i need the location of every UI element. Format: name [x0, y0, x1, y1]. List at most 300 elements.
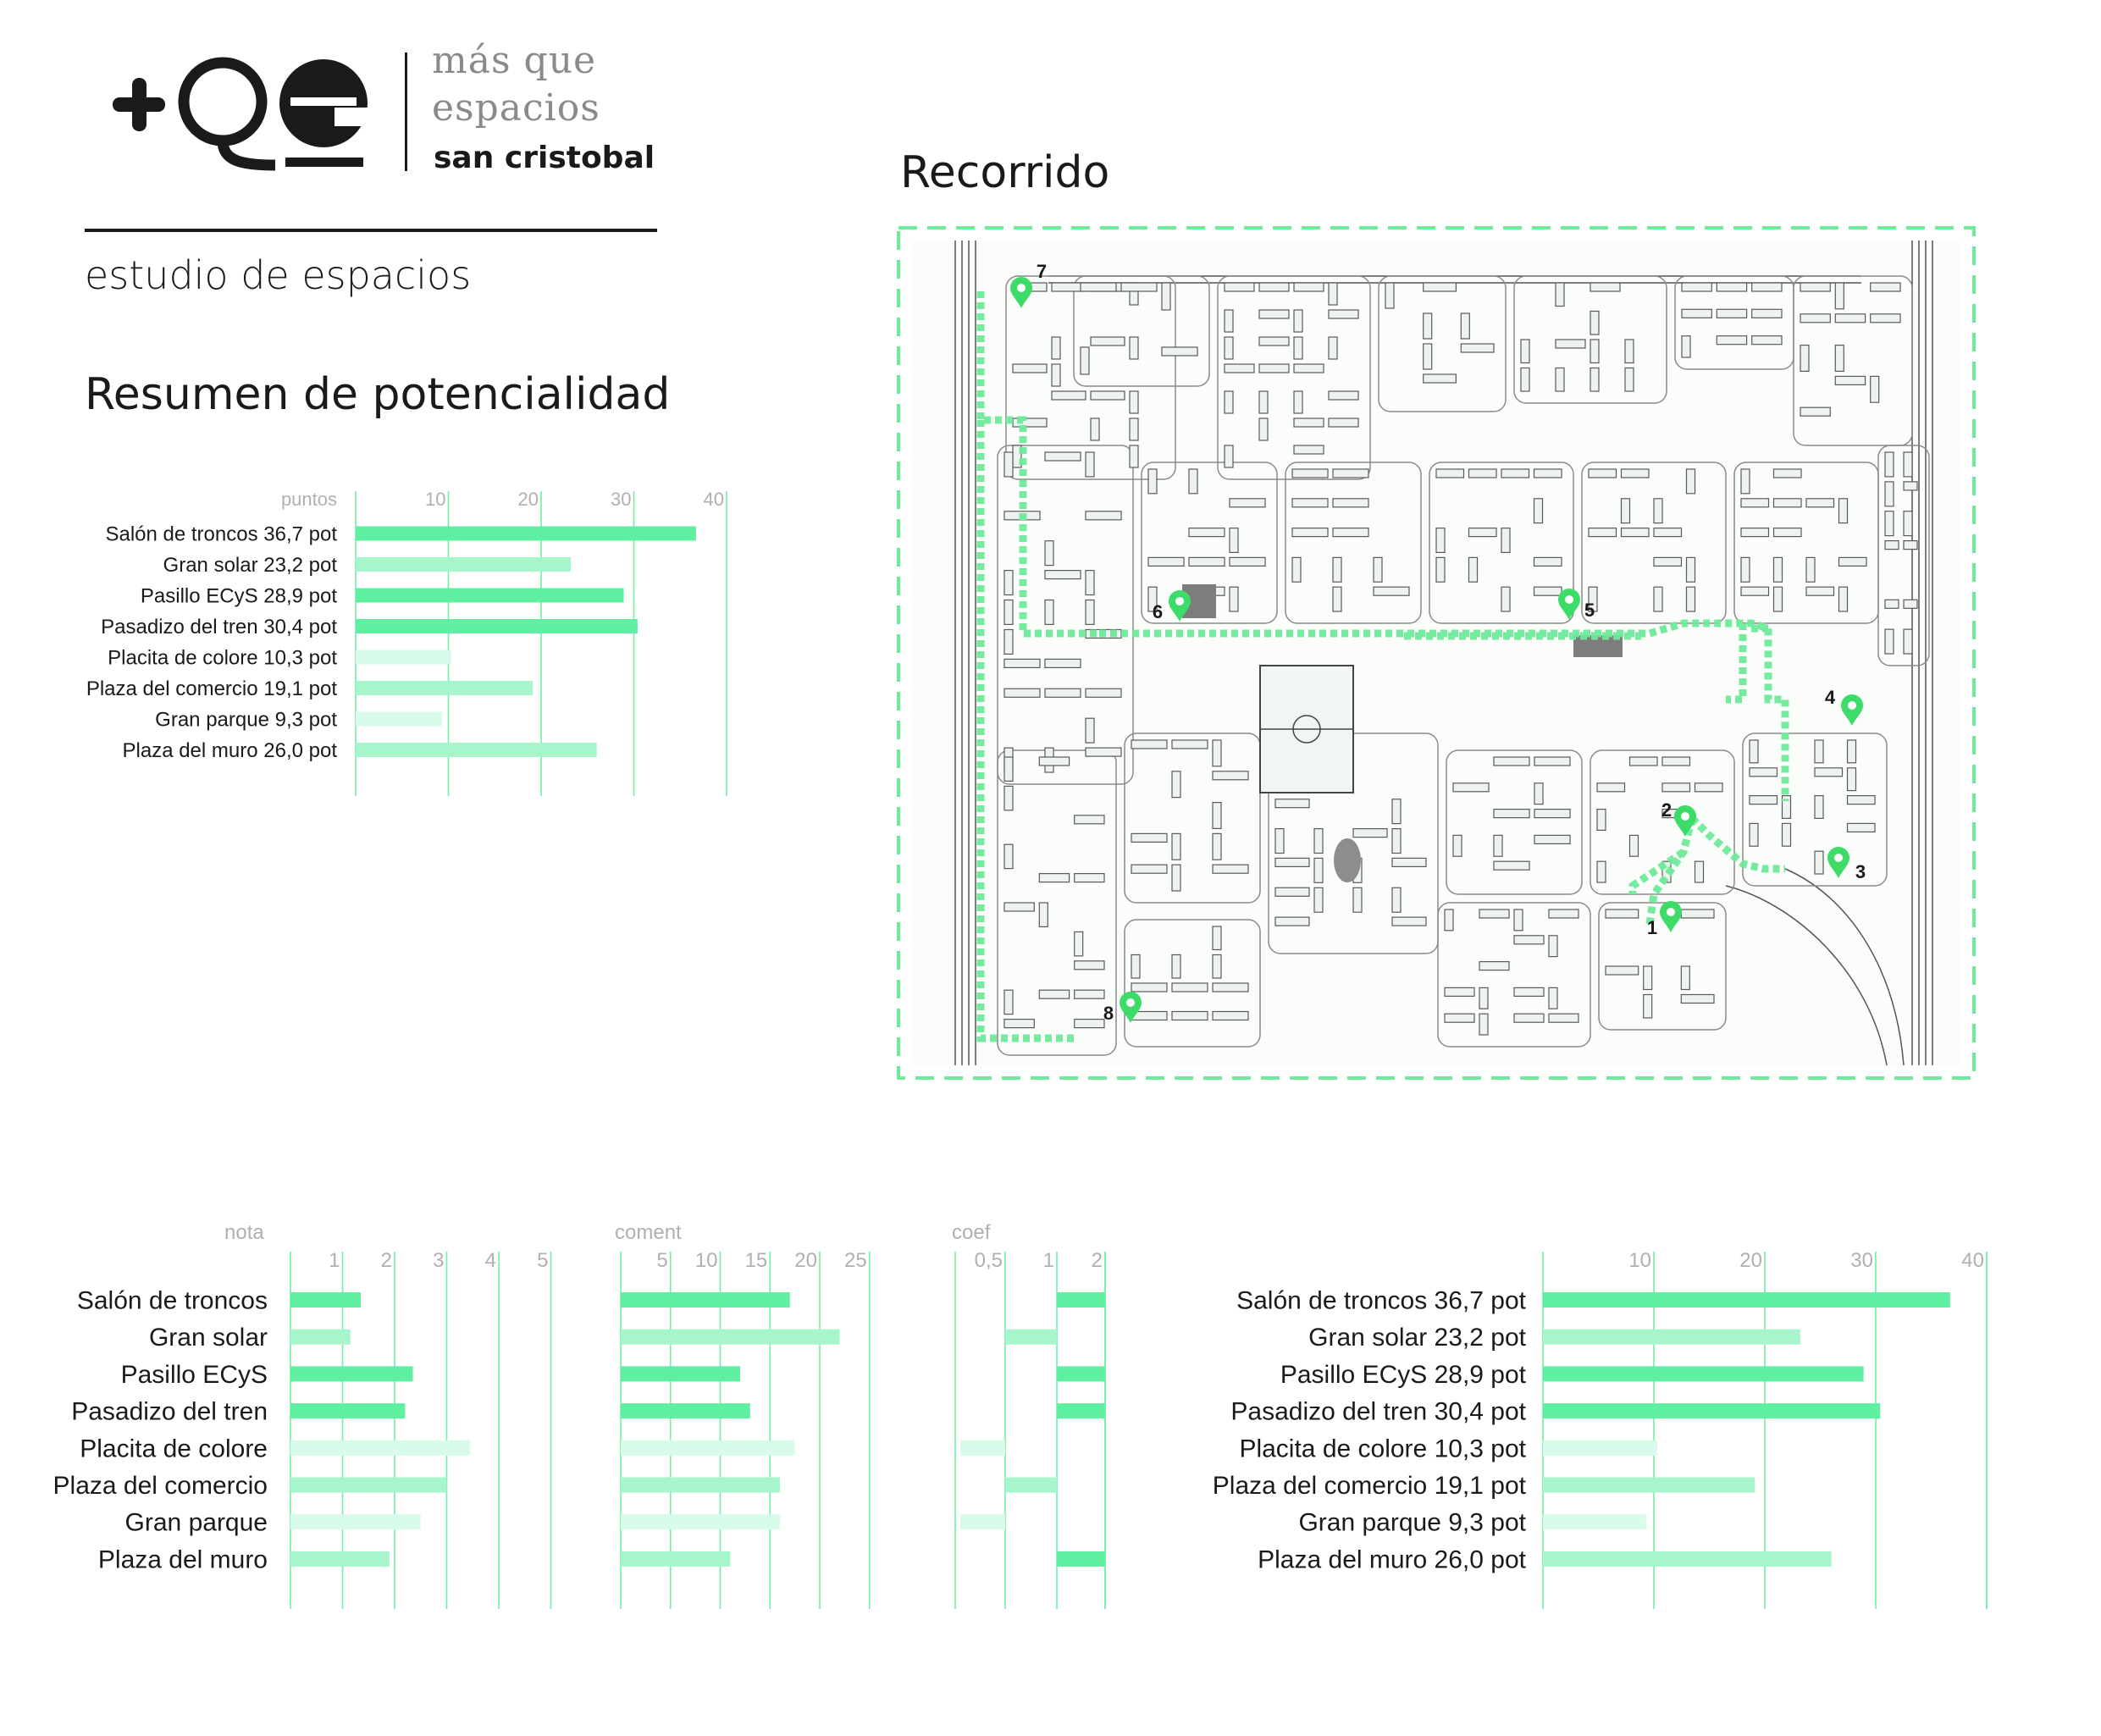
building — [1534, 810, 1570, 818]
building — [1479, 962, 1509, 970]
building — [1904, 452, 1912, 477]
chart-tick-label: 40 — [1961, 1249, 1984, 1272]
chart-tick-label: 10 — [425, 489, 446, 510]
building — [1625, 340, 1634, 363]
building — [1469, 469, 1497, 478]
building — [1534, 499, 1543, 523]
building — [1871, 376, 1879, 402]
building — [1294, 418, 1324, 427]
building — [1681, 995, 1714, 1003]
chart-category-label: Plaza del muro 26,0 pot — [1258, 1545, 1526, 1574]
building — [1392, 917, 1426, 926]
building — [1839, 587, 1848, 611]
building — [1625, 368, 1634, 392]
building — [1436, 469, 1464, 478]
building — [1314, 858, 1323, 882]
building — [1292, 499, 1328, 507]
chart-tick-label: 15 — [744, 1249, 768, 1272]
building — [1045, 659, 1081, 667]
chart-bar — [356, 712, 442, 727]
chart-axis-label: coment — [615, 1221, 682, 1244]
building — [1848, 796, 1876, 804]
route-marker-label: 2 — [1661, 799, 1673, 821]
chart-bar — [290, 1551, 390, 1567]
building — [1750, 768, 1778, 777]
building — [1662, 783, 1690, 792]
chart-bar — [290, 1514, 421, 1529]
building — [1514, 987, 1544, 996]
building — [1590, 312, 1599, 335]
building — [1045, 600, 1053, 625]
chart-bar — [1543, 1478, 1755, 1493]
chart-bar — [356, 557, 571, 572]
building — [1259, 418, 1268, 440]
building — [1835, 314, 1865, 323]
chart-tick-label: 2 — [1091, 1249, 1103, 1272]
building — [1130, 391, 1138, 413]
building — [1131, 740, 1167, 749]
building — [1259, 310, 1289, 318]
building — [1717, 309, 1746, 318]
building — [1086, 600, 1094, 625]
building — [1189, 469, 1197, 494]
map-pin-dot — [1175, 597, 1184, 605]
chart-bar — [1543, 1403, 1880, 1418]
building — [1681, 909, 1714, 918]
building — [1230, 587, 1238, 611]
building — [1081, 283, 1116, 291]
building — [1461, 313, 1469, 339]
building — [1004, 600, 1013, 625]
building — [1392, 829, 1401, 854]
building — [1172, 865, 1180, 891]
chart-category-label: Gran solar 23,2 pot — [1308, 1324, 1526, 1352]
chart-category-label: Gran parque 9,3 pot — [155, 708, 337, 732]
building — [1445, 987, 1474, 996]
building — [1741, 528, 1769, 537]
chart-tick-label: 4 — [484, 1249, 496, 1272]
building — [1225, 445, 1233, 467]
building — [1213, 771, 1248, 780]
oval-structure — [1334, 838, 1361, 882]
chart-bar — [621, 1292, 790, 1308]
building — [1644, 995, 1652, 1019]
building — [1213, 1012, 1248, 1020]
building — [1590, 283, 1620, 291]
building — [1682, 336, 1690, 357]
chart-category-label: Pasillo ECyS — [120, 1360, 268, 1389]
building — [1294, 391, 1302, 413]
building — [1687, 557, 1695, 582]
building — [1374, 557, 1382, 582]
building — [1075, 1020, 1104, 1028]
building — [1292, 528, 1328, 537]
chart-category-label: Gran solar — [148, 1324, 268, 1352]
building — [1774, 469, 1802, 478]
chart-category-label: Pasillo ECyS 28,9 pot — [1280, 1360, 1526, 1389]
chart-bar — [621, 1551, 730, 1567]
map-pin-dot — [1126, 998, 1135, 1007]
building — [1800, 407, 1830, 416]
building — [1213, 865, 1248, 873]
map-pin-dot — [1565, 595, 1573, 604]
building — [1230, 557, 1265, 566]
chart-bar — [290, 1330, 351, 1345]
building — [1333, 587, 1341, 611]
building — [1189, 557, 1225, 566]
chart-category-label: Plaza del muro — [97, 1545, 268, 1574]
building — [1075, 874, 1104, 882]
building — [1597, 783, 1625, 792]
building — [1131, 983, 1167, 992]
building — [1225, 310, 1233, 332]
chart-category-label: Plaza del muro 26,0 pot — [122, 738, 337, 762]
building — [1453, 835, 1462, 856]
chart-category-label: Pasadizo del tren 30,4 pot — [101, 615, 337, 639]
chart-category-label: Salón de troncos 36,7 pot — [1236, 1286, 1526, 1315]
building — [1075, 932, 1083, 955]
building — [1654, 587, 1662, 611]
building — [1606, 909, 1639, 918]
building — [1534, 835, 1570, 843]
building — [1549, 936, 1557, 957]
building — [1353, 887, 1362, 912]
map-pin-dot — [1017, 284, 1026, 292]
building — [1225, 391, 1233, 413]
building — [1534, 557, 1562, 566]
chart-tick-label: 20 — [517, 489, 539, 510]
building — [1904, 511, 1912, 536]
building — [1075, 961, 1104, 970]
chart-bar — [356, 619, 638, 633]
chart-bar — [621, 1440, 795, 1456]
building — [1815, 851, 1823, 874]
building — [1333, 528, 1368, 537]
building — [1091, 418, 1099, 440]
building — [1259, 283, 1289, 291]
building — [1479, 987, 1488, 1009]
building — [1871, 283, 1900, 291]
route-marker-label: 6 — [1152, 601, 1164, 622]
building — [1004, 659, 1040, 667]
building — [1333, 499, 1368, 507]
building — [1004, 903, 1034, 911]
chart-bar — [290, 1292, 361, 1308]
coment-chart — [615, 1221, 870, 1609]
chart-bar — [1057, 1366, 1105, 1381]
building — [1424, 283, 1457, 291]
building — [1687, 587, 1695, 611]
building — [1162, 347, 1197, 356]
chart-bar — [621, 1403, 750, 1418]
section-title: Resumen de potencialidad — [85, 369, 671, 420]
brand-line-2: espacios — [432, 86, 600, 130]
building — [1469, 557, 1478, 582]
chart-category-label: Pasadizo del tren 30,4 pot — [1230, 1397, 1526, 1426]
building — [1131, 865, 1167, 873]
chart-bar — [621, 1366, 740, 1381]
building — [1392, 858, 1426, 866]
building — [1806, 557, 1815, 582]
building — [1904, 482, 1917, 490]
building — [1275, 887, 1309, 896]
map-title: Recorrido — [900, 147, 1110, 198]
building — [1039, 757, 1069, 766]
building — [1259, 337, 1289, 346]
building — [1644, 966, 1652, 990]
building — [1783, 823, 1791, 846]
building — [1004, 990, 1013, 1014]
building — [1622, 528, 1650, 537]
building — [1045, 452, 1081, 461]
chart-bar — [356, 527, 696, 541]
coef-chart — [952, 1221, 1105, 1609]
building — [1294, 445, 1324, 454]
map-pin-dot — [1681, 812, 1689, 821]
chart-bar — [1543, 1514, 1646, 1529]
building — [1275, 917, 1309, 926]
route-marker-label: 7 — [1036, 261, 1048, 282]
chart-category-label: Plaza del comercio 19,1 pot — [86, 677, 337, 700]
nota-chart — [53, 1221, 551, 1609]
building — [1654, 528, 1682, 537]
summary-chart — [86, 489, 727, 796]
pot-chart — [1213, 1249, 1987, 1609]
building — [1848, 740, 1856, 763]
building — [1654, 557, 1682, 566]
chart-category-label: Placita de colore — [80, 1435, 268, 1463]
building — [1004, 452, 1013, 477]
building — [1294, 337, 1302, 359]
building — [1622, 499, 1630, 523]
building — [1314, 829, 1323, 854]
chart-bar — [1057, 1403, 1105, 1418]
building — [1597, 810, 1606, 831]
building — [1148, 469, 1157, 494]
building — [1294, 283, 1324, 291]
building — [1774, 557, 1783, 582]
building — [1086, 452, 1094, 477]
building — [1549, 1014, 1579, 1022]
chart-tick-label: 10 — [694, 1249, 718, 1272]
building — [1052, 391, 1086, 400]
building — [1806, 587, 1834, 595]
building — [1590, 368, 1599, 392]
route-map — [896, 225, 1977, 1081]
building — [1534, 469, 1562, 478]
chart-bar — [1005, 1330, 1057, 1345]
chart-category-label: Pasadizo del tren — [71, 1397, 268, 1426]
building — [1213, 926, 1221, 950]
building — [1885, 511, 1894, 536]
building — [1045, 688, 1081, 697]
building — [1534, 757, 1570, 766]
building — [1597, 861, 1606, 882]
building — [1630, 757, 1658, 766]
map-pin-dot — [1667, 908, 1675, 916]
building — [1549, 909, 1579, 918]
building — [1695, 783, 1723, 792]
building — [1494, 835, 1502, 856]
building — [1004, 571, 1013, 595]
route-marker-label: 5 — [1584, 600, 1595, 621]
building — [1848, 823, 1876, 832]
building — [1004, 844, 1013, 868]
chart-bar — [1543, 1551, 1832, 1567]
building — [1213, 803, 1221, 829]
building — [1131, 955, 1140, 979]
building — [1800, 346, 1809, 372]
building — [1392, 799, 1401, 824]
chart-tick-label: 40 — [703, 489, 724, 510]
building — [1292, 469, 1328, 478]
chart-bar — [960, 1440, 1005, 1456]
building — [1045, 571, 1081, 579]
building — [1259, 391, 1268, 413]
building — [1774, 587, 1783, 611]
building — [1885, 541, 1899, 550]
building — [1162, 283, 1170, 310]
building — [1871, 314, 1900, 323]
building — [1469, 528, 1497, 537]
map-pin-dot — [1848, 701, 1856, 710]
chart-bar — [621, 1330, 840, 1345]
building — [1091, 337, 1125, 346]
building — [1904, 600, 1917, 608]
building — [1556, 368, 1564, 392]
building — [1885, 482, 1894, 506]
building — [1436, 557, 1445, 582]
building — [1172, 955, 1180, 979]
building — [1131, 833, 1167, 842]
building — [1075, 990, 1104, 998]
chart-bar — [356, 589, 623, 603]
building — [1741, 469, 1750, 494]
building — [1717, 283, 1746, 291]
chart-bar — [290, 1440, 470, 1456]
chart-tick-label: 0,5 — [974, 1249, 1003, 1272]
building — [1682, 283, 1711, 291]
building — [1172, 740, 1208, 749]
building — [1086, 688, 1121, 697]
building — [1741, 557, 1750, 582]
chart-category-label: Placita de colore 10,3 pot — [1239, 1435, 1526, 1463]
chart-category-label: Gran parque 9,3 pot — [1298, 1508, 1526, 1537]
building — [1039, 990, 1069, 998]
building — [1353, 829, 1387, 838]
building — [1213, 833, 1221, 860]
building — [1086, 748, 1121, 756]
chart-axis-label: nota — [224, 1221, 264, 1244]
chart-tick-label: 30 — [1850, 1249, 1873, 1272]
building — [1800, 283, 1830, 291]
chart-category-label: Plaza del comercio 19,1 pot — [1212, 1472, 1526, 1500]
chart-tick-label: 30 — [611, 489, 632, 510]
building — [1230, 499, 1265, 507]
building — [1259, 364, 1289, 373]
chart-tick-label: 2 — [380, 1249, 392, 1272]
building — [1589, 469, 1617, 478]
chart-tick-label: 10 — [1628, 1249, 1651, 1272]
building — [1445, 1014, 1474, 1022]
building — [1695, 861, 1704, 882]
building — [1835, 376, 1865, 384]
building — [1750, 796, 1778, 804]
building — [1534, 587, 1562, 595]
building — [1213, 955, 1221, 979]
building — [1806, 499, 1834, 507]
building — [1835, 283, 1844, 309]
building — [1294, 364, 1324, 373]
building — [1091, 391, 1125, 400]
building — [1904, 629, 1912, 654]
route-marker-label: 8 — [1103, 1003, 1114, 1024]
building — [1741, 587, 1769, 595]
building — [1039, 903, 1048, 926]
building — [1314, 887, 1323, 912]
chart-category-label: Pasillo ECyS 28,9 pot — [140, 584, 337, 608]
building — [1329, 310, 1358, 318]
chart-category-label: Salón de troncos 36,7 pot — [105, 522, 337, 546]
building — [1004, 1020, 1034, 1028]
chart-bar — [1057, 1292, 1105, 1308]
building — [1752, 336, 1782, 345]
building — [1374, 587, 1409, 595]
chart-tick-label: 20 — [794, 1249, 817, 1272]
chart-tick-label: 1 — [329, 1249, 340, 1272]
chart-category-label: Gran parque — [124, 1508, 268, 1537]
building — [1556, 283, 1564, 307]
building — [1494, 757, 1529, 766]
building — [1839, 557, 1867, 566]
building — [1333, 557, 1341, 582]
building — [1589, 528, 1617, 537]
building — [1086, 571, 1094, 595]
building — [1662, 757, 1690, 766]
chart-tick-label: 25 — [844, 1249, 867, 1272]
building — [1815, 796, 1823, 819]
building — [1839, 499, 1848, 523]
building — [1630, 835, 1639, 856]
building — [1494, 861, 1529, 870]
building — [1039, 874, 1069, 882]
building — [1752, 309, 1782, 318]
building — [1687, 469, 1695, 494]
building — [1230, 528, 1238, 553]
chart-bar — [356, 743, 597, 757]
chart-bar — [621, 1514, 780, 1529]
building — [1004, 786, 1013, 810]
building — [1590, 340, 1599, 363]
building — [1774, 528, 1802, 537]
building — [1329, 337, 1337, 359]
building — [1213, 983, 1248, 992]
building — [1189, 528, 1225, 537]
building — [1885, 600, 1899, 608]
building — [1848, 768, 1856, 791]
chart-axis-label: puntos — [280, 489, 337, 510]
chart-bar — [1005, 1478, 1057, 1493]
building — [1501, 469, 1529, 478]
building — [1815, 740, 1823, 763]
chart-category-label: Gran solar 23,2 pot — [163, 553, 337, 577]
route-marker-label: 3 — [1855, 861, 1866, 882]
building — [1333, 469, 1368, 478]
chart-tick-label: 1 — [1042, 1249, 1054, 1272]
chart-bar — [356, 650, 451, 665]
route-marker-label: 1 — [1646, 917, 1658, 938]
chart-category-label: Plaza del comercio — [53, 1472, 268, 1500]
